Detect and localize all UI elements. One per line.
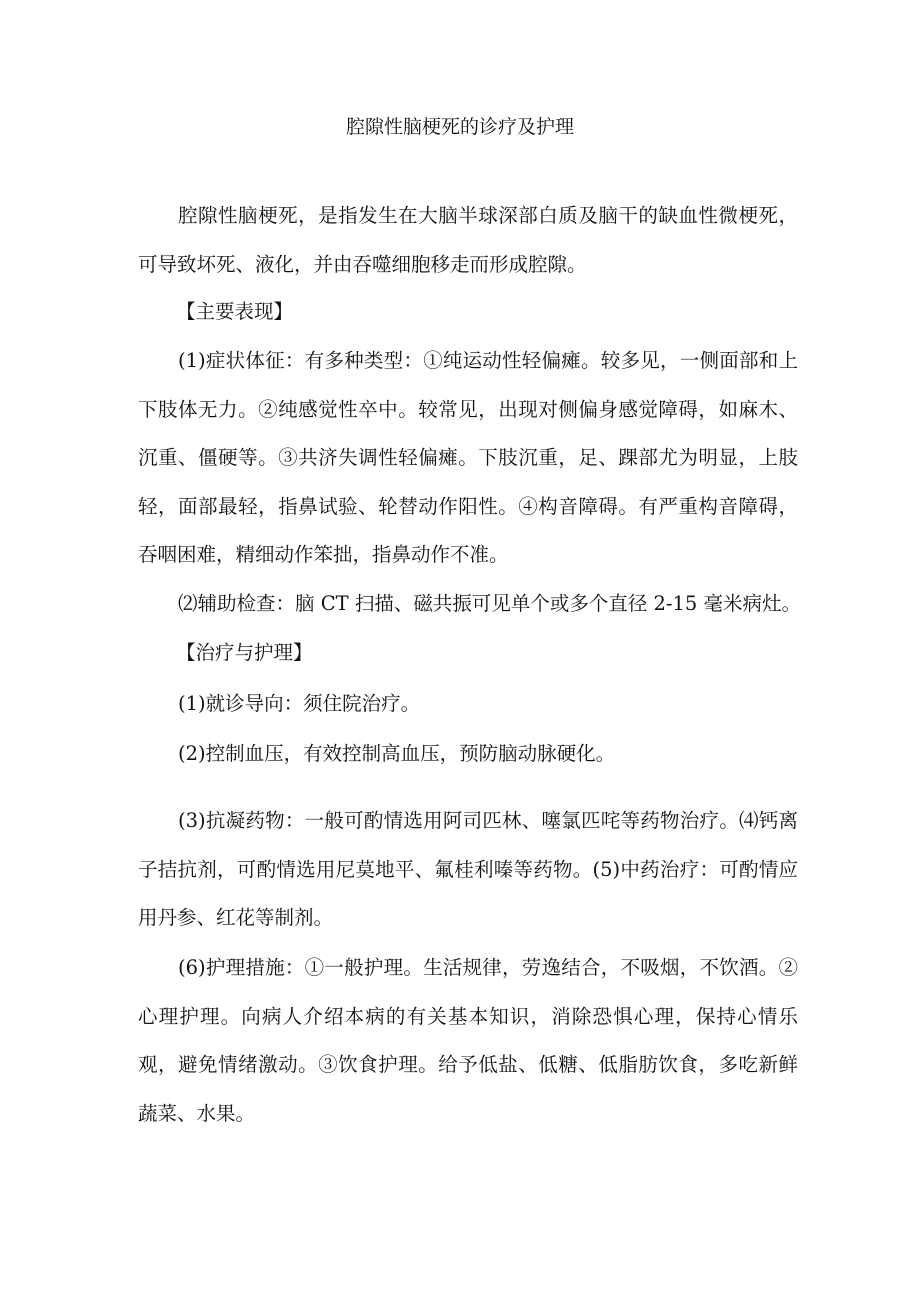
section-heading-main-manifestations: 【主要表现】 — [176, 300, 294, 323]
item-6-paragraph: (6)护理措施：①一般护理。生活规律，劳逸结合，不吸烟，不饮酒。②心理护理。向病人介绍本病的有关基本知识，消除恐惧心理，保持心情乐观，避免情绪激动。③饮食护理。给予低盐、低糖、低脂肪饮食，多吃新鲜蔬菜、水果。 — [138, 956, 798, 1125]
item-2-paragraph: (2)控制血压，有效控制高血压，预防脑动脉硬化。 — [178, 742, 616, 765]
document-title: 腔隙性脑梗死的诊疗及护理 — [345, 116, 574, 138]
section-heading-treatment-nursing: 【治疗与护理】 — [176, 641, 313, 664]
auxiliary-exam-paragraph: ⑵辅助检查：脑 CT 扫描、磁共振可见单个或多个直径 2-15 毫米病灶。 — [178, 592, 802, 615]
item-3-5-paragraph: (3)抗凝药物：一般可酌情选用阿司匹林、噻氯匹咤等药物治疗。⑷钙离子拮抗剂，可酌情选用尼莫地平、氟桂利嗪等药物。(5)中药治疗：可酌情应用丹参、红花等制剂。 — [138, 809, 798, 929]
intro-paragraph: 腔隙性脑梗死，是指发生在大脑半球深部白质及脑干的缺血性微梗死，可导致坏死、液化，并由吞噬细胞移走而形成腔隙。 — [138, 204, 798, 276]
symptoms-paragraph: (1)症状体征：有多种类型：①纯运动性轻偏瘫。较多见，一侧面部和上下肢体无力。②纯感觉性卒中。较常见，出现对侧偏身感觉障碍，如麻木、沉重、僵硬等。③共济失调性轻偏瘫。下肢沉重，足、踝部尤为明显，上肢轻，面部最轻，指鼻试验、轮替动作阳性。④构音障碍。有严重构音障碍，吞咽困难，精细动作笨拙，指鼻动作不准。 — [138, 349, 798, 566]
item-1-paragraph: (1)就诊导向：须住院治疗。 — [178, 692, 421, 715]
